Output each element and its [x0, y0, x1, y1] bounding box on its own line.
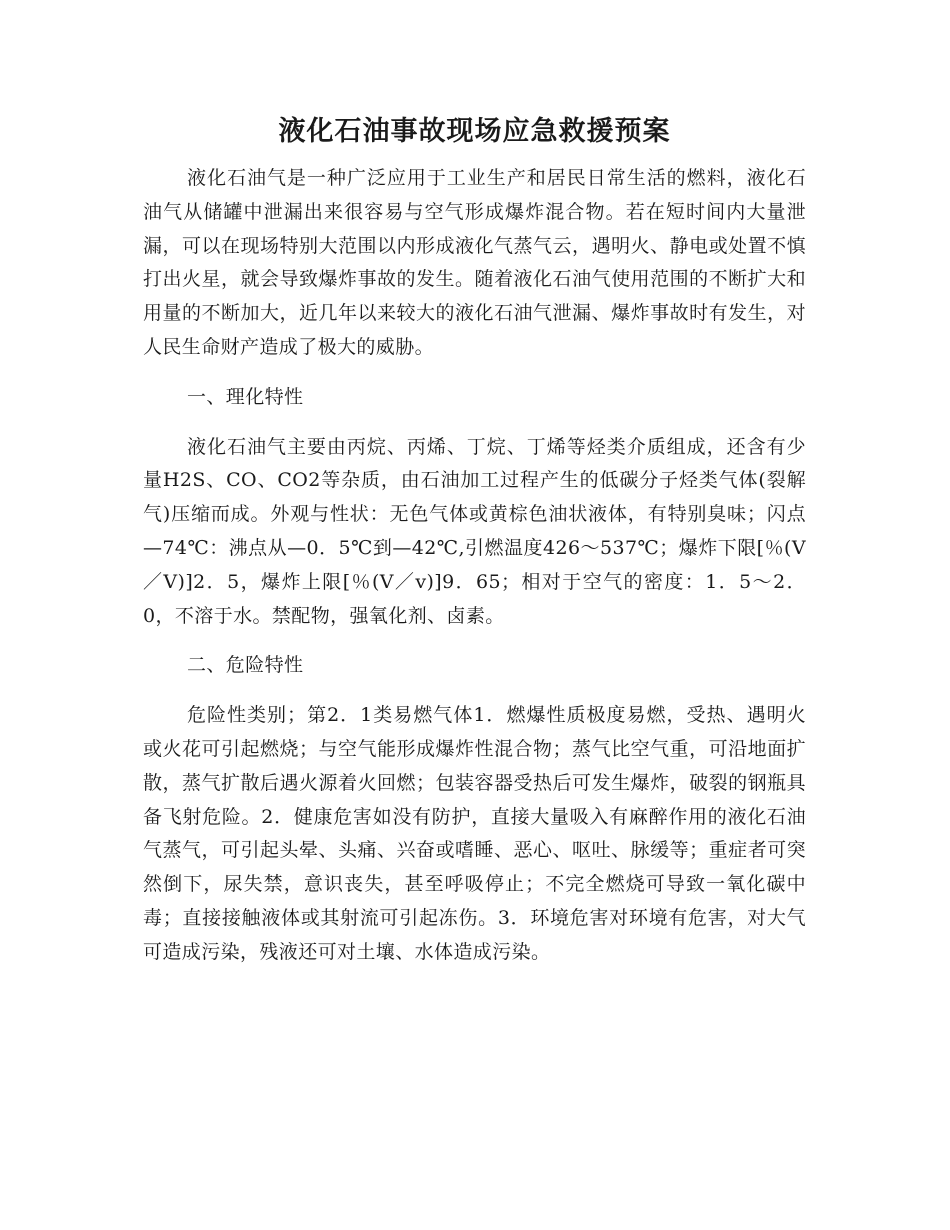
spacer [143, 633, 806, 649]
spacer [143, 683, 806, 699]
document-title: 液化石油事故现场应急救援预案 [278, 116, 671, 147]
section-heading-hazards: 二、危险特性 [187, 654, 304, 677]
section-body-properties: 液化石油气主要由丙烷、丙烯、丁烷、丁烯等烃类介质组成，还含有少量H2S、CO、CO2等杂质，由石油加工过程产生的低碳分子烃类气体(裂解气)压缩而成。外观与性状：无色气体或黄棕色油状液体，有特别臭味；闪点—74℃：沸点从—0．5℃到—42℃,引燃温度426～537℃；爆炸下限[％(V／V)]2．5，爆炸上限[％(V／v)]9．65；相对于空气的密度：1．5～2．0，不溶于水。禁配物，强氧化剂、卤素。 [143, 435, 806, 627]
intro-paragraph: 液化石油气是一种广泛应用于工业生产和居民日常生活的燃料，液化石油气从储罐中泄漏出来很容易与空气形成爆炸混合物。若在短时间内大量泄漏，可以在现场特别大范围以内形成液化气蒸气云，遇明火、静电或处置不慎打出火星，就会导致爆炸事故的发生。随着液化石油气使用范围的不断扩大和用量的不断加大，近几年以来较大的液化石油气泄漏、爆炸事故时有发生，对人民生命财产造成了极大的威胁。 [143, 167, 806, 358]
spacer [143, 365, 806, 381]
section-heading-properties: 一、理化特性 [187, 385, 304, 408]
section-body-hazards: 危险性类别；第2．1类易燃气体1．燃爆性质极度易燃，受热、遇明火或火花可引起燃烧；与空气能形成爆炸性混合物；蒸气比空气重，可沿地面扩散，蒸气扩散后遇火源着火回燃；包装容器受热后可发生爆炸，破裂的钢瓶具备飞射危险。2．健康危害如没有防护，直接大量吸入有麻醉作用的液化石油气蒸气，可引起头晕、头痛、兴奋或嗜睡、恶心、呕吐、脉缓等；重症者可突然倒下，尿失禁，意识丧失，甚至呼吸停止；不完全燃烧可导致一氧化碳中毒；直接接触液体或其射流可引起冻伤。3．环境危害对环境有危害，对大气可造成污染，残液还可对土壤、水体造成污染。 [143, 704, 806, 963]
spacer [143, 415, 806, 431]
